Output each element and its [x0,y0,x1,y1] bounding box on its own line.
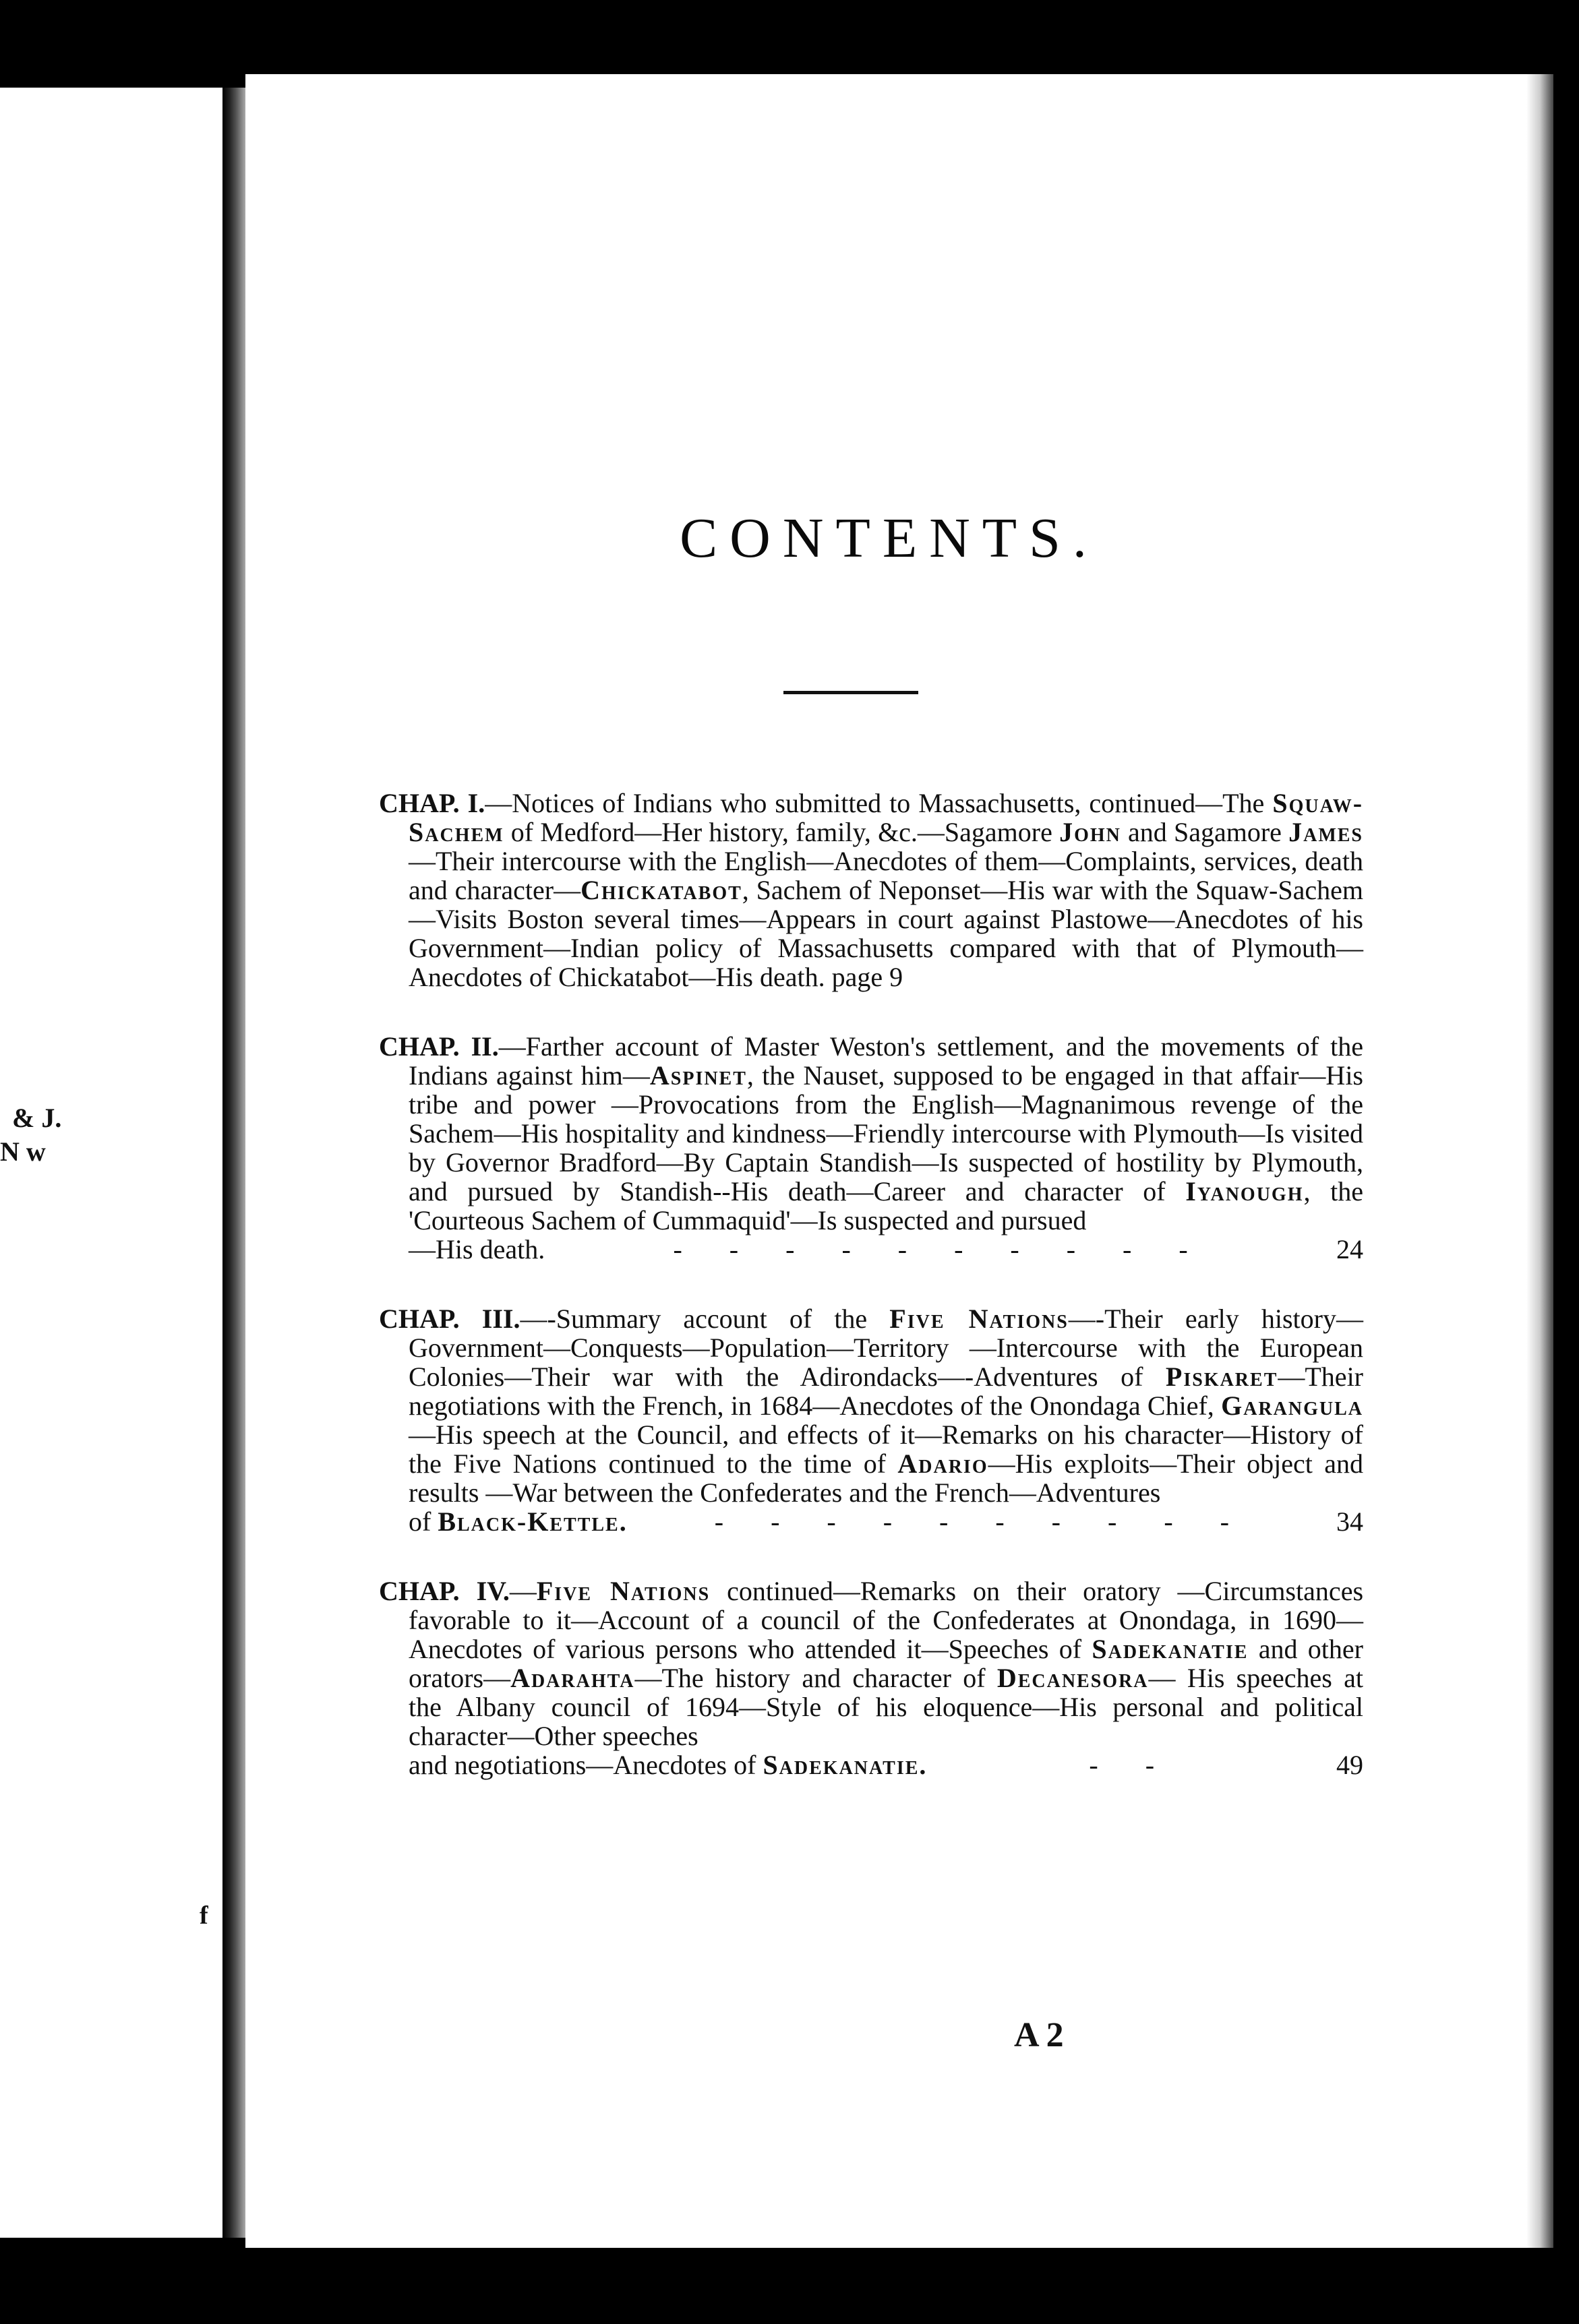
chapter-text: and negotiations—Anecdotes of [409,1750,763,1780]
chapter-name-smallcaps: Decanesora [996,1663,1149,1693]
chapter-name-smallcaps: Five Nations [889,1304,1069,1334]
chapter-text: continued—Remarks on their oratory —Circumstances favorable to it—Account of a council of the Confederates at Onondaga, in 1690—Anecdotes of various persons who attended it—Speeches of [409,1576,1364,1664]
chapter-text: —His exploits—Their object and results —War between the Confederates and the French—Adventures [409,1448,1364,1508]
chapter-text: , Sachem of Neponset—His war with the Squaw-Sachem—Visits Boston several times—Appears in court against Plastowe—Anecdotes of his Government—Indian policy of Massachusetts compared with that of Plymouth—Anecdotes of Chickatabot—His death. [409,875,1363,992]
chapter-text: —The history and character of [634,1663,997,1693]
contents-page [245,74,1553,2248]
chapter-text: — His speeches at the Albany council of 1694—Style of his eloquence—His personal and political character—Other speeches [409,1663,1363,1751]
chapter-label: CHAP. I. [379,788,485,818]
leader-dashes: - - - - - - - - - - [714,1506,1249,1537]
chapter-label: CHAP. II. [379,1031,499,1062]
chapter-text: , the 'Courteous Sachem of Cummaquid'—Is suspected and pursued [409,1176,1363,1235]
title-rule [783,691,918,694]
chapter-entry [379,1032,1363,1264]
chapter-name-smallcaps: Sadekanatie [1092,1634,1249,1664]
chapter-last-text [409,1750,927,1779]
chapter-text: and Sagamore [1121,817,1289,847]
chapter-text: —-Summary account of the [520,1304,890,1334]
left-page-fragment: N w [0,1136,46,1167]
leader-dashes: - - - - - - - - - - [673,1234,1208,1264]
chapter-name-smallcaps: Adario [897,1448,988,1479]
chapter-text: —-Their early history—Government—Conquests—Population—Territory —Intercourse with the European Colonies—Their war with the Adirondacks—-Adventures of [409,1304,1363,1392]
chapter-text: —His speech at the Council, and effects of it—Remarks on his character—History of the Five Nations continued to the time of [409,1419,1363,1479]
chapter-text: —Notices of Indians who submitted to Massachusetts, continued—The [485,788,1273,818]
chapter-name-smallcaps: Aspinet [649,1060,747,1091]
chapter-text: —Their negotiations with the French, in 1684—Anecdotes of the Onondaga Chief, [409,1362,1363,1421]
chapter-name-smallcaps: Adarahta [510,1663,635,1693]
chapter-name-smallcaps: Black-Kettle. [438,1506,628,1537]
leader-dashes: - - [1089,1750,1175,1780]
chapter-entry [379,789,1363,991]
chapter-entry [379,1577,1363,1779]
page-title: CONTENTS. [680,507,1099,570]
chapter-text: — [509,1576,537,1606]
chapter-last-text [409,1235,545,1264]
chapter-name-smallcaps: Squaw-Sachem [409,788,1364,847]
binding-gutter [222,88,245,2238]
chapter-text: of Medford—Her history, family, &c.—Sagamore [504,817,1060,847]
chapter-text: —Farther account of Master Weston's settlement, and the movements of the Indians against him— [409,1031,1363,1091]
chapter-name-smallcaps: Sadekanatie. [763,1750,928,1780]
chapter-last-line [409,1750,1363,1779]
chapter-name-smallcaps: John [1059,817,1121,847]
chapter-last-line [409,1235,1363,1264]
page-number: 49 [1336,1750,1363,1780]
chapter-entry [379,1304,1363,1536]
chapter-last-text [409,1507,628,1536]
chapter-text: —His death. [409,1234,545,1264]
signature-mark: A 2 [1014,2016,1064,2054]
chapter-last-line [409,1507,1363,1536]
page-number: 34 [1336,1506,1363,1537]
chapter-name-smallcaps: Piskaret [1165,1362,1278,1392]
chapter-name-smallcaps: Five Nations [536,1576,711,1606]
page-edge-shadow [1526,74,1553,2248]
chapter-label: CHAP. IV. [379,1576,510,1606]
chapter-text: of [409,1506,438,1537]
previous-page-strip [0,88,222,2238]
left-page-fragment: & J. [12,1103,62,1133]
chapter-name-smallcaps: James [1288,817,1363,847]
chapter-name-smallcaps: Chickatabot [580,875,742,905]
chapter-text: and other orators— [409,1634,1363,1693]
chapter-name-smallcaps: Garangula [1221,1390,1363,1421]
left-page-fragment: f [200,1901,208,1930]
chapter-text: —Their intercourse with the English—Anecdotes of them—Complaints, services, death and character— [409,846,1363,905]
chapter-label: CHAP. III. [379,1304,520,1334]
page-number: page 9 [831,962,903,992]
page-number: 24 [1336,1234,1363,1264]
chapter-name-smallcaps: Iyanough [1185,1176,1304,1206]
chapter-text: , the Nauset, supposed to be engaged in that affair—His tribe and power —Provocations from the English—Magnanimous revenge of the Sachem—His hospitality and kindness—Friendly intercourse with Plymouth—Is visited by Governor Bradford—By Captain Standish—Is suspected of hostility by Plymouth, and pursued by Standish--His death—Career and character of [409,1060,1364,1206]
chapter-list [379,789,1363,1820]
